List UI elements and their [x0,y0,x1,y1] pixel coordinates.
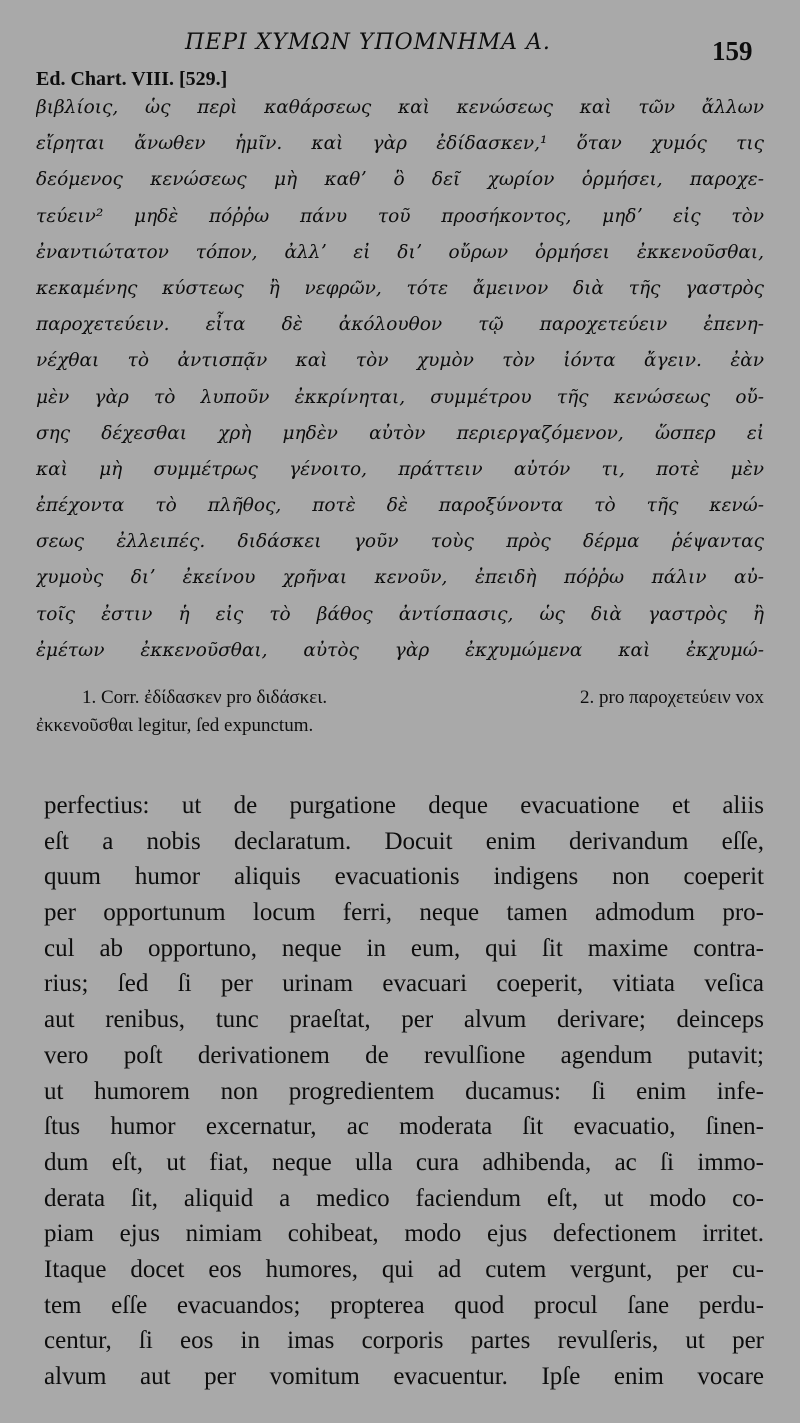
latin-text-line: derata ſit, aliquid a medico faciendum eſt, ut modo co- [44,1184,764,1212]
footnotes [36,684,764,740]
footnote-line [36,684,764,712]
latin-text-line: quum humor aliquis evacuationis indigens non coeperit [44,863,764,891]
latin-text-line: eſt a nobis declaratum. Docuit enim derivandum eſſe, [44,827,764,855]
greek-text-line: καὶ μὴ συμμέτρως γένοιτο, πράττειν αὐτόν τι, ποτὲ μὲν [36,458,764,480]
greek-text-line: μὲν γὰρ τὸ λυποῦν ἐκκρίνηται, συμμέτρου τῆς κενώσεως οὔ- [36,386,764,408]
greek-text-line: σεως ἐλλειπές. διδάσκει γοῦν τοὺς πρὸς δέρμα ῥέψαντας [36,531,764,553]
latin-text-block [44,788,764,1395]
footnote-line [36,712,764,740]
latin-text-line: perfectius: ut de purgatione deque evacuatione et aliis [44,792,764,819]
greek-text-line: τεύειν² μηδὲ πόῤῥω πάνυ τοῦ προσήκοντος, μηδʼ εἰς τὸν [36,205,764,227]
edition-reference: Ed. Chart. VIII. [529.] [36,68,228,90]
greek-text-line: εἴρηται ἄνωθεν ἡμῖν. καὶ γὰρ ἐδίδασκεν,¹ ὅταν χυμός τις [36,133,764,155]
latin-text-line: cul ab opportuno, neque in eum, qui ſit maxime contra- [44,934,764,962]
footnote-1: 1. Corr. ἐδίδασκεν pro διδάσκει. [82,687,328,708]
running-title: ΠΕΡΙ ΧΥΜΩΝ ΥΠΟΜΝΗΜΑ Α. [185,30,551,55]
footnote-2-continued: ἐκκενοῦσθαι legitur, ſed expunctum. [36,715,314,736]
greek-text-line: νέχθαι τὸ ἀντισπᾷν καὶ τὸν χυμὸν τὸν ἰόντα ἄγειν. ἐὰν [36,350,764,372]
footnote-2: 2. pro παροχετεύειν vox [580,687,764,708]
latin-text-line: per opportunum locum ferri, neque tamen admodum pro- [44,899,764,927]
latin-text-line: aut renibus, tunc praeſtat, per alvum derivare; deinceps [44,1006,764,1034]
greek-text-line: τοῖς ἐστιν ἡ εἰς τὸ βάθος ἀντίσπασις, ὡς διὰ γαστρὸς ἢ [36,603,764,625]
greek-text-line: σης δέχεσθαι χρὴ μηδὲν αὐτὸν περιεργαζόμενον, ὥσπερ εἰ [36,422,764,444]
latin-text-line: vero poſt derivationem de revulſione agendum putavit; [44,1041,764,1069]
latin-text-line: centur, ſi eos in imas corporis partes revulſeris, ut per [44,1327,764,1355]
latin-text-line: piam ejus nimiam cohibeat, modo ejus defectionem irritet. [44,1220,764,1248]
latin-text-line: rius; ſed ſi per urinam evacuari coeperit, vitiata veſica [44,970,764,998]
greek-text-line: κεκαμένης κύστεως ἢ νεφρῶν, τότε ἄμεινον διὰ τῆς γαστρὸς [36,277,764,299]
greek-text-line: ἐπέχοντα τὸ πλῆθος, ποτὲ δὲ παροξύνοντα τὸ τῆς κενώ- [36,495,764,517]
latin-text-line: dum eſt, ut fiat, neque ulla cura adhibenda, ac ſi immo- [44,1148,764,1176]
latin-text-line: ut humorem non progredientem ducamus: ſi enim infe- [44,1077,764,1105]
page-number: 159 [712,36,753,66]
latin-text-line: ſtus humor excernatur, ac moderata ſit evacuatio, ſinen- [44,1113,764,1141]
latin-text-line: tem eſſe evacuandos; propterea quod procul ſane perdu- [44,1291,764,1319]
greek-text-block [36,90,764,669]
greek-text-line: βιβλίοις, ὡς περὶ καθάρσεως καὶ κενώσεως καὶ τῶν ἄλλων [36,97,764,118]
greek-text-line: ἐναντιώτατον τόπον, ἀλλʼ εἰ διʼ οὔρων ὁρμήσει ἐκκενοῦσθαι, [36,241,764,263]
greek-text-line: δεόμενος κενώσεως μὴ καθʼ ὃ δεῖ χωρίον ὁρμήσει, παροχε- [36,169,764,191]
greek-text-line: χυμοὺς διʼ ἐκείνου χρῆναι κενοῦν, ἐπειδὴ πόῤῥω πάλιν αὐ- [36,567,764,589]
greek-text-line: ἐμέτων ἐκκενοῦσθαι, αὐτὸς γὰρ ἐκχυμώμενα καὶ ἐκχυμώ- [36,639,764,661]
greek-text-line: παροχετεύειν. εἶτα δὲ ἀκόλουθον τῷ παροχετεύειν ἐπενη- [36,314,764,336]
latin-text-line: Itaque docet eos humores, qui ad cutem vergunt, per cu- [44,1255,764,1283]
latin-text-line: alvum aut per vomitum evacuentur. Ipſe enim vocare [44,1363,764,1390]
